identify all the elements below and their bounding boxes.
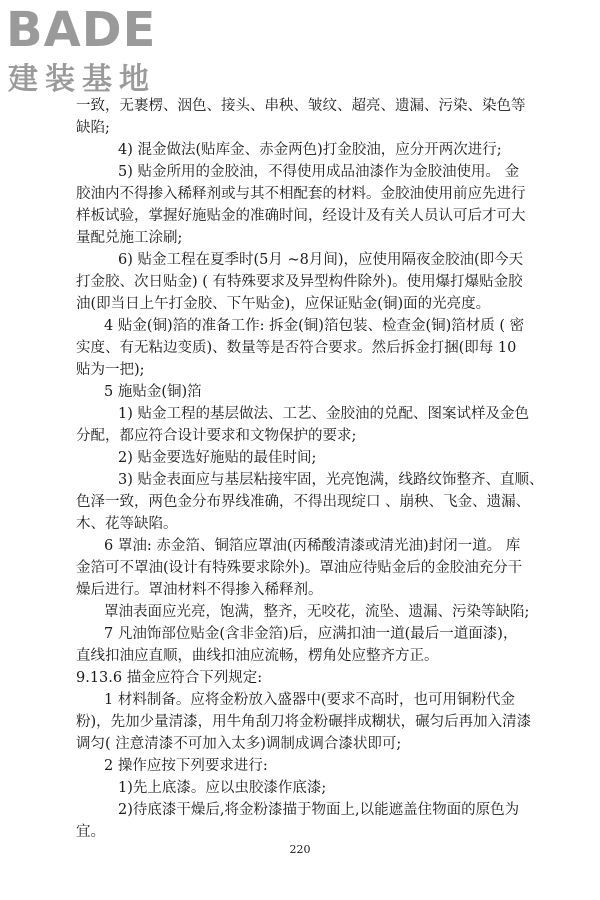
- text-line: 实度、有无粘边变质)、数量等是否符合要求。然后拆金打捆(即每 10: [76, 340, 517, 356]
- logo-subtitle: 建装基地: [8, 62, 156, 97]
- text-line: 贴为一把);: [76, 362, 145, 378]
- text-line: 2 操作应按下列要求进行:: [104, 758, 268, 774]
- text-line: 一致，无裹楞、洇色、接头、串秧、皱纹、超亮、遗漏、污染、染色等: [76, 98, 526, 114]
- text-line: 1)先上底漆。应以虫胶漆作底漆;: [118, 780, 327, 796]
- text-line: 分配，都应符合设计要求和文物保护的要求;: [76, 428, 357, 444]
- text-line: 1 材料制备。应将金粉放入盛器中(要求不高时，也可用铜粉代金: [104, 692, 515, 708]
- text-line: 罩油表面应光亮，饱满，整齐，无咬花，流坠、遗漏、污染等缺陷;: [104, 604, 530, 620]
- text-line: 5 施贴金(铜)箔: [104, 384, 202, 400]
- text-line: 量配兑施工涂刷;: [76, 230, 183, 246]
- text-line: 2) 贴金要选好施贴的最佳时间;: [118, 450, 317, 466]
- text-line: 5) 贴金所用的金胶油，不得使用成品油漆作为金胶油使用。 金: [118, 164, 520, 180]
- text-line: 样板试验，掌握好施贴金的准确时间，经设计及有关人员认可后才可大: [76, 208, 526, 224]
- text-line: 金箔可不罩油(设计有特殊要求除外)。罩油应待贴金后的金胶油充分干: [76, 560, 523, 576]
- text-line: 直线扣油应直顺，曲线扣油应流畅，楞角处应整齐方正。: [76, 648, 439, 664]
- text-line: 1) 贴金工程的基层做法、工艺、金胶油的兑配、图案试样及金色: [118, 406, 529, 422]
- text-line: 调匀( 注意清漆不可加入太多)调制成调合漆状即可;: [76, 736, 402, 752]
- text-line: 缺陷;: [76, 120, 110, 136]
- text-line: 4) 混金做法(贴库金、赤金两色)打金胶油，应分开两次进行;: [118, 142, 502, 158]
- page-number: 220: [289, 843, 311, 856]
- text-line: 胶油内不得掺入稀释剂或与其不相配套的材料。金胶油使用前应先进行: [76, 186, 526, 202]
- text-line: 6 罩油: 赤金箔、铜箔应罩油(丙稀酸清漆或清光油)封闭一道。 库: [104, 538, 521, 554]
- text-line: 粉)，先加少量清漆，用牛角刮刀将金粉碾拌成糊状，碾匀后再加入清漆: [76, 714, 532, 730]
- text-line: 木、花等缺陷。: [76, 516, 178, 532]
- logo-brand: BADE: [6, 2, 157, 58]
- text-line: 宜。: [76, 824, 105, 840]
- site-logo: [6, 4, 186, 104]
- text-line: 色泽一致，两色金分布界线准确，不得出现绽口 、崩秧、飞金、遗漏、: [76, 494, 531, 510]
- text-line: 3) 贴金表面应与基层粘接牢固，光亮饱满，线路纹饰整齐、直顺、: [118, 472, 544, 488]
- text-line: 6) 贴金工程在夏季时(5月 ~8月间)，应使用隔夜金胶油(即今天: [118, 252, 524, 268]
- text-line: 油(即当日上午打金胶、下午贴金)，应保证贴金(铜)面的光亮度。: [76, 296, 491, 312]
- text-line: 燥后进行。罩油材料不得掺入稀释剂。: [76, 582, 323, 598]
- text-line: 2)待底漆干燥后,将金粉漆描于物面上,以能遮盖住物面的原色为: [118, 802, 520, 818]
- text-line: 7 凡油饰部位贴金(含非金箔)后，应满扣油一道(最后一道面漆)，: [104, 626, 518, 642]
- section-heading: 9.13.6 描金应符合下列规定:: [76, 670, 263, 686]
- text-line: 4 贴金(铜)箔的准备工作: 拆金(铜)箔包装、检查金(铜)箔材质 ( 密: [104, 318, 525, 334]
- text-line: 打金胶、次日贴金) ( 有特殊要求及异型构件除外)。使用爆打爆贴金胶: [76, 274, 523, 290]
